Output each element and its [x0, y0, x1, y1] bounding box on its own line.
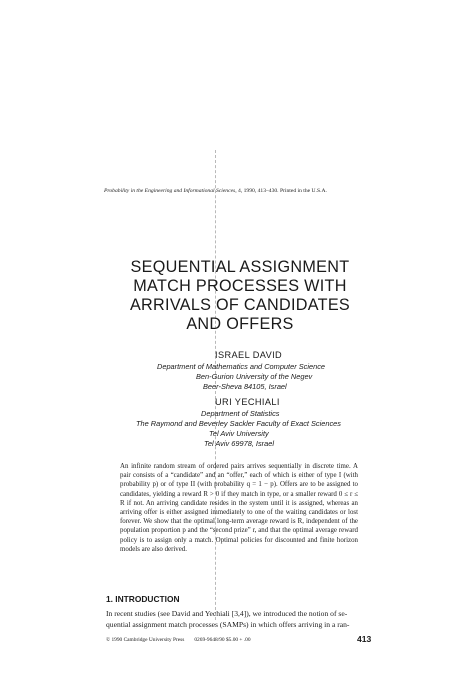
title-line: AND OFFERS: [186, 315, 294, 333]
affiliation-line: Ben-Gurion University of the Negev: [196, 372, 313, 381]
author-affiliation: [0, 409, 474, 449]
section-heading: 1. INTRODUCTION: [106, 594, 180, 604]
body-line: quential assignment match processes (SAMPs) in which offers arriving in a ran-: [106, 619, 350, 629]
affiliation-line: Department of Mathematics and Computer Science: [157, 362, 326, 371]
price-code: 0269-9648/90 $5.00 + .00: [194, 637, 251, 643]
author-affiliation: [0, 362, 474, 392]
body-line: In recent studies (see David and Yechiali [3,4]), we introduced the notion of se-: [106, 609, 348, 618]
affiliation-line: Tel Aviv University: [209, 429, 269, 438]
title-line: SEQUENTIAL ASSIGNMENT: [130, 258, 350, 276]
affiliation-line: Beer-Sheva 84105, Israel: [203, 382, 287, 391]
journal-name: Probability in the Engineering and Informational Sciences,: [104, 188, 237, 194]
page-number: 413: [357, 634, 372, 644]
title-line: MATCH PROCESSES WITH: [133, 277, 347, 295]
author-name: URI YECHIALI: [215, 397, 280, 407]
page-footer: [106, 637, 376, 643]
journal-citation: [104, 188, 434, 194]
affiliation-line: Department of Statistics: [201, 409, 280, 418]
affiliation-line: The Raymond and Beverley Sackler Faculty of Exact Sciences: [136, 419, 341, 428]
article-title: [95, 258, 385, 334]
title-line: ARRIVALS OF CANDIDATES: [129, 296, 351, 314]
author-name: ISRAEL DAVID: [215, 350, 283, 360]
journal-details: 4, 1990, 413–430. Printed in the U.S.A.: [236, 188, 327, 194]
abstract-text: An infinite random stream of ordered pairs arrives sequentially in discrete time. A pair consists of a “candidate” and an “offer,” each of which is either of type I (with probability p) or of type II (with probability q = 1 − p). Offers are to be assigned to candidates, yielding a reward R > 0 if they match in type, or a smaller reward 0 ≤ r ≤ R if not. An arriving candidate resides in the system until it is assigned, whereas an arriving offer is either assigned immediately to one of the waiting candidates or lost forever. We show that the optimal long-term average reward is R, independent of the population proportion p and the “second prize” r, and that the optimal average reward policy is to assign only a match. Optimal policies for discounted and finite horizon models are also derived.: [120, 463, 358, 553]
introduction-text: [106, 609, 370, 630]
affiliation-line: Tel Aviv 69978, Israel: [204, 439, 274, 448]
copyright-notice: © 1990 Cambridge University Press: [106, 637, 185, 643]
